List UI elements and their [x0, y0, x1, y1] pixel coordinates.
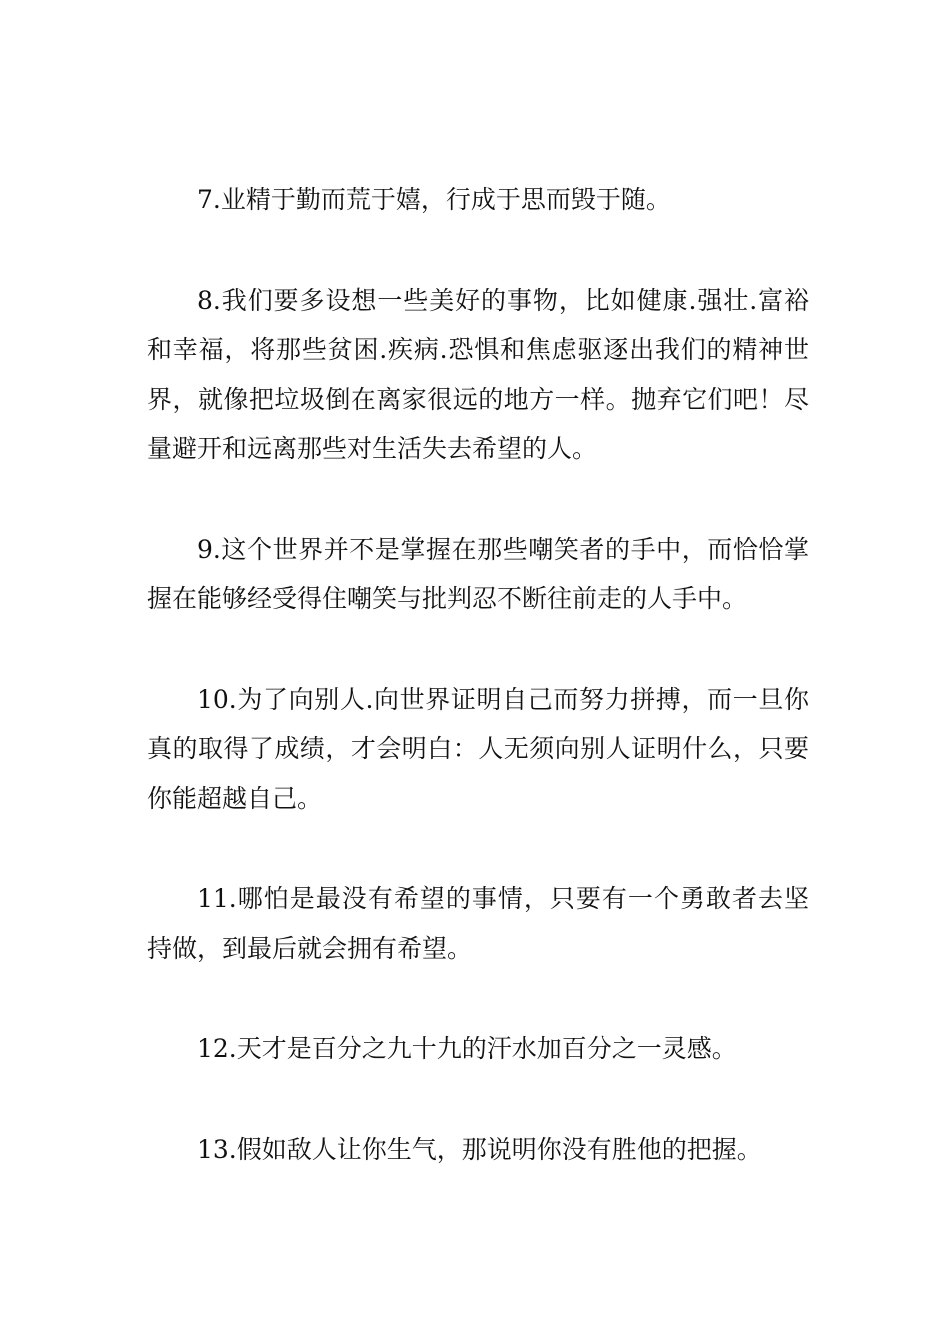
- paragraph-12: 12.天才是百分之九十九的汗水加百分之一灵感。: [197, 1034, 737, 1063]
- paragraph-10: 10.为了向别人.向世界证明自己而努力拼搏，而一旦你真的取得了成绩，才会明白：人无须向别人证明什么，只要你能超越自己。: [147, 684, 809, 813]
- paragraph-9: 9.这个世界并不是掌握在那些嘲笑者的手中，而恰恰掌握在能够经受得住嘲笑与批判忍不断往前走的人手中。: [147, 534, 809, 613]
- paragraph-11: 11.哪怕是最没有希望的事情，只要有一个勇敢者去坚持做，到最后就会拥有希望。: [147, 884, 809, 963]
- document-body: [147, 175, 809, 1225]
- paragraph-13: 13.假如敌人让你生气，那说明你没有胜他的把握。: [197, 1134, 762, 1164]
- paragraph-8: 8.我们要多设想一些美好的事物，比如健康.强壮.富裕和幸福，将那些贫困.疾病.恐惧和焦虑驱逐出我们的精神世界，就像把垃圾倒在离家很远的地方一样。抛弃它们吧！尽量避开和远离那些对生活失去希望的人。: [147, 285, 809, 463]
- paragraph-7: 7.业精于勤而荒于嬉，行成于思而毁于随。: [197, 185, 671, 214]
